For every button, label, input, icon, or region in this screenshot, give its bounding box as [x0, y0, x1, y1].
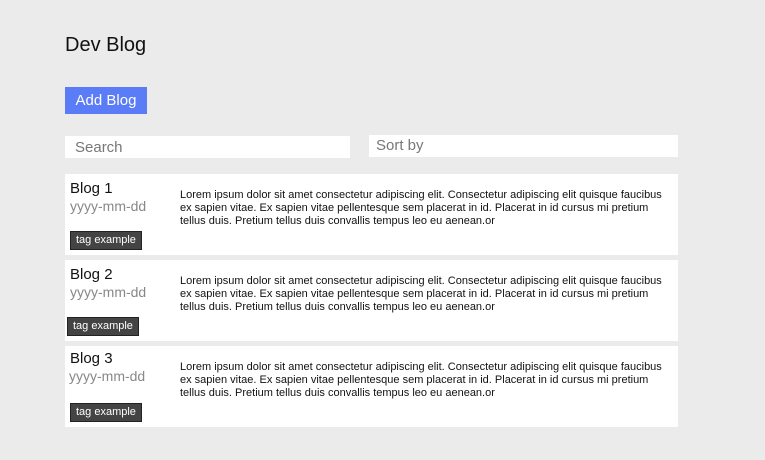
blog-excerpt: Lorem ipsum dolor sit amet consectetur adipiscing elit. Consectetur adipiscing elit quisque faucibus ex sapien vitae. Ex sapien vitae pellentesque sem placerat in id. Placerat in id cursus mi pretium tellus duis. Pretium tellus duis convallis tempus leo eu aenean.or — [180, 361, 662, 399]
blog-date: yyyy-mm-dd — [70, 284, 147, 300]
tag-badge[interactable]: tag example — [70, 231, 142, 250]
add-blog-button[interactable]: Add Blog — [65, 87, 147, 114]
blog-date: yyyy-mm-dd — [70, 198, 147, 214]
tag-badge[interactable]: tag example — [67, 317, 139, 336]
blog-title[interactable]: Blog 2 — [70, 266, 113, 283]
search-input[interactable] — [65, 136, 350, 158]
blog-date: yyyy-mm-dd — [69, 368, 146, 384]
blog-excerpt: Lorem ipsum dolor sit amet consectetur adipiscing elit. Consectetur adipiscing elit quisque faucibus ex sapien vitae. Ex sapien vitae pellentesque sem placerat in id. Placerat in id cursus mi pretium tellus duis. Pretium tellus duis convallis tempus leo eu aenean.or — [180, 275, 662, 313]
blog-card[interactable] — [65, 260, 678, 341]
sort-select-label: Sort by — [376, 137, 424, 154]
blog-list — [65, 174, 678, 432]
blog-card[interactable] — [65, 174, 678, 255]
page-title: Dev Blog — [65, 34, 147, 56]
blog-excerpt: Lorem ipsum dolor sit amet consectetur adipiscing elit. Consectetur adipiscing elit quisque faucibus ex sapien vitae. Ex sapien vitae pellentesque sem placerat in id. Placerat in id cursus mi pretium tellus duis. Pretium tellus duis convallis tempus leo eu aenean.or — [180, 189, 662, 227]
tag-badge[interactable]: tag example — [70, 403, 142, 422]
sort-select[interactable] — [369, 135, 678, 157]
blog-card[interactable] — [65, 346, 678, 427]
blog-title[interactable]: Blog 3 — [70, 350, 113, 367]
blog-title[interactable]: Blog 1 — [70, 180, 113, 197]
